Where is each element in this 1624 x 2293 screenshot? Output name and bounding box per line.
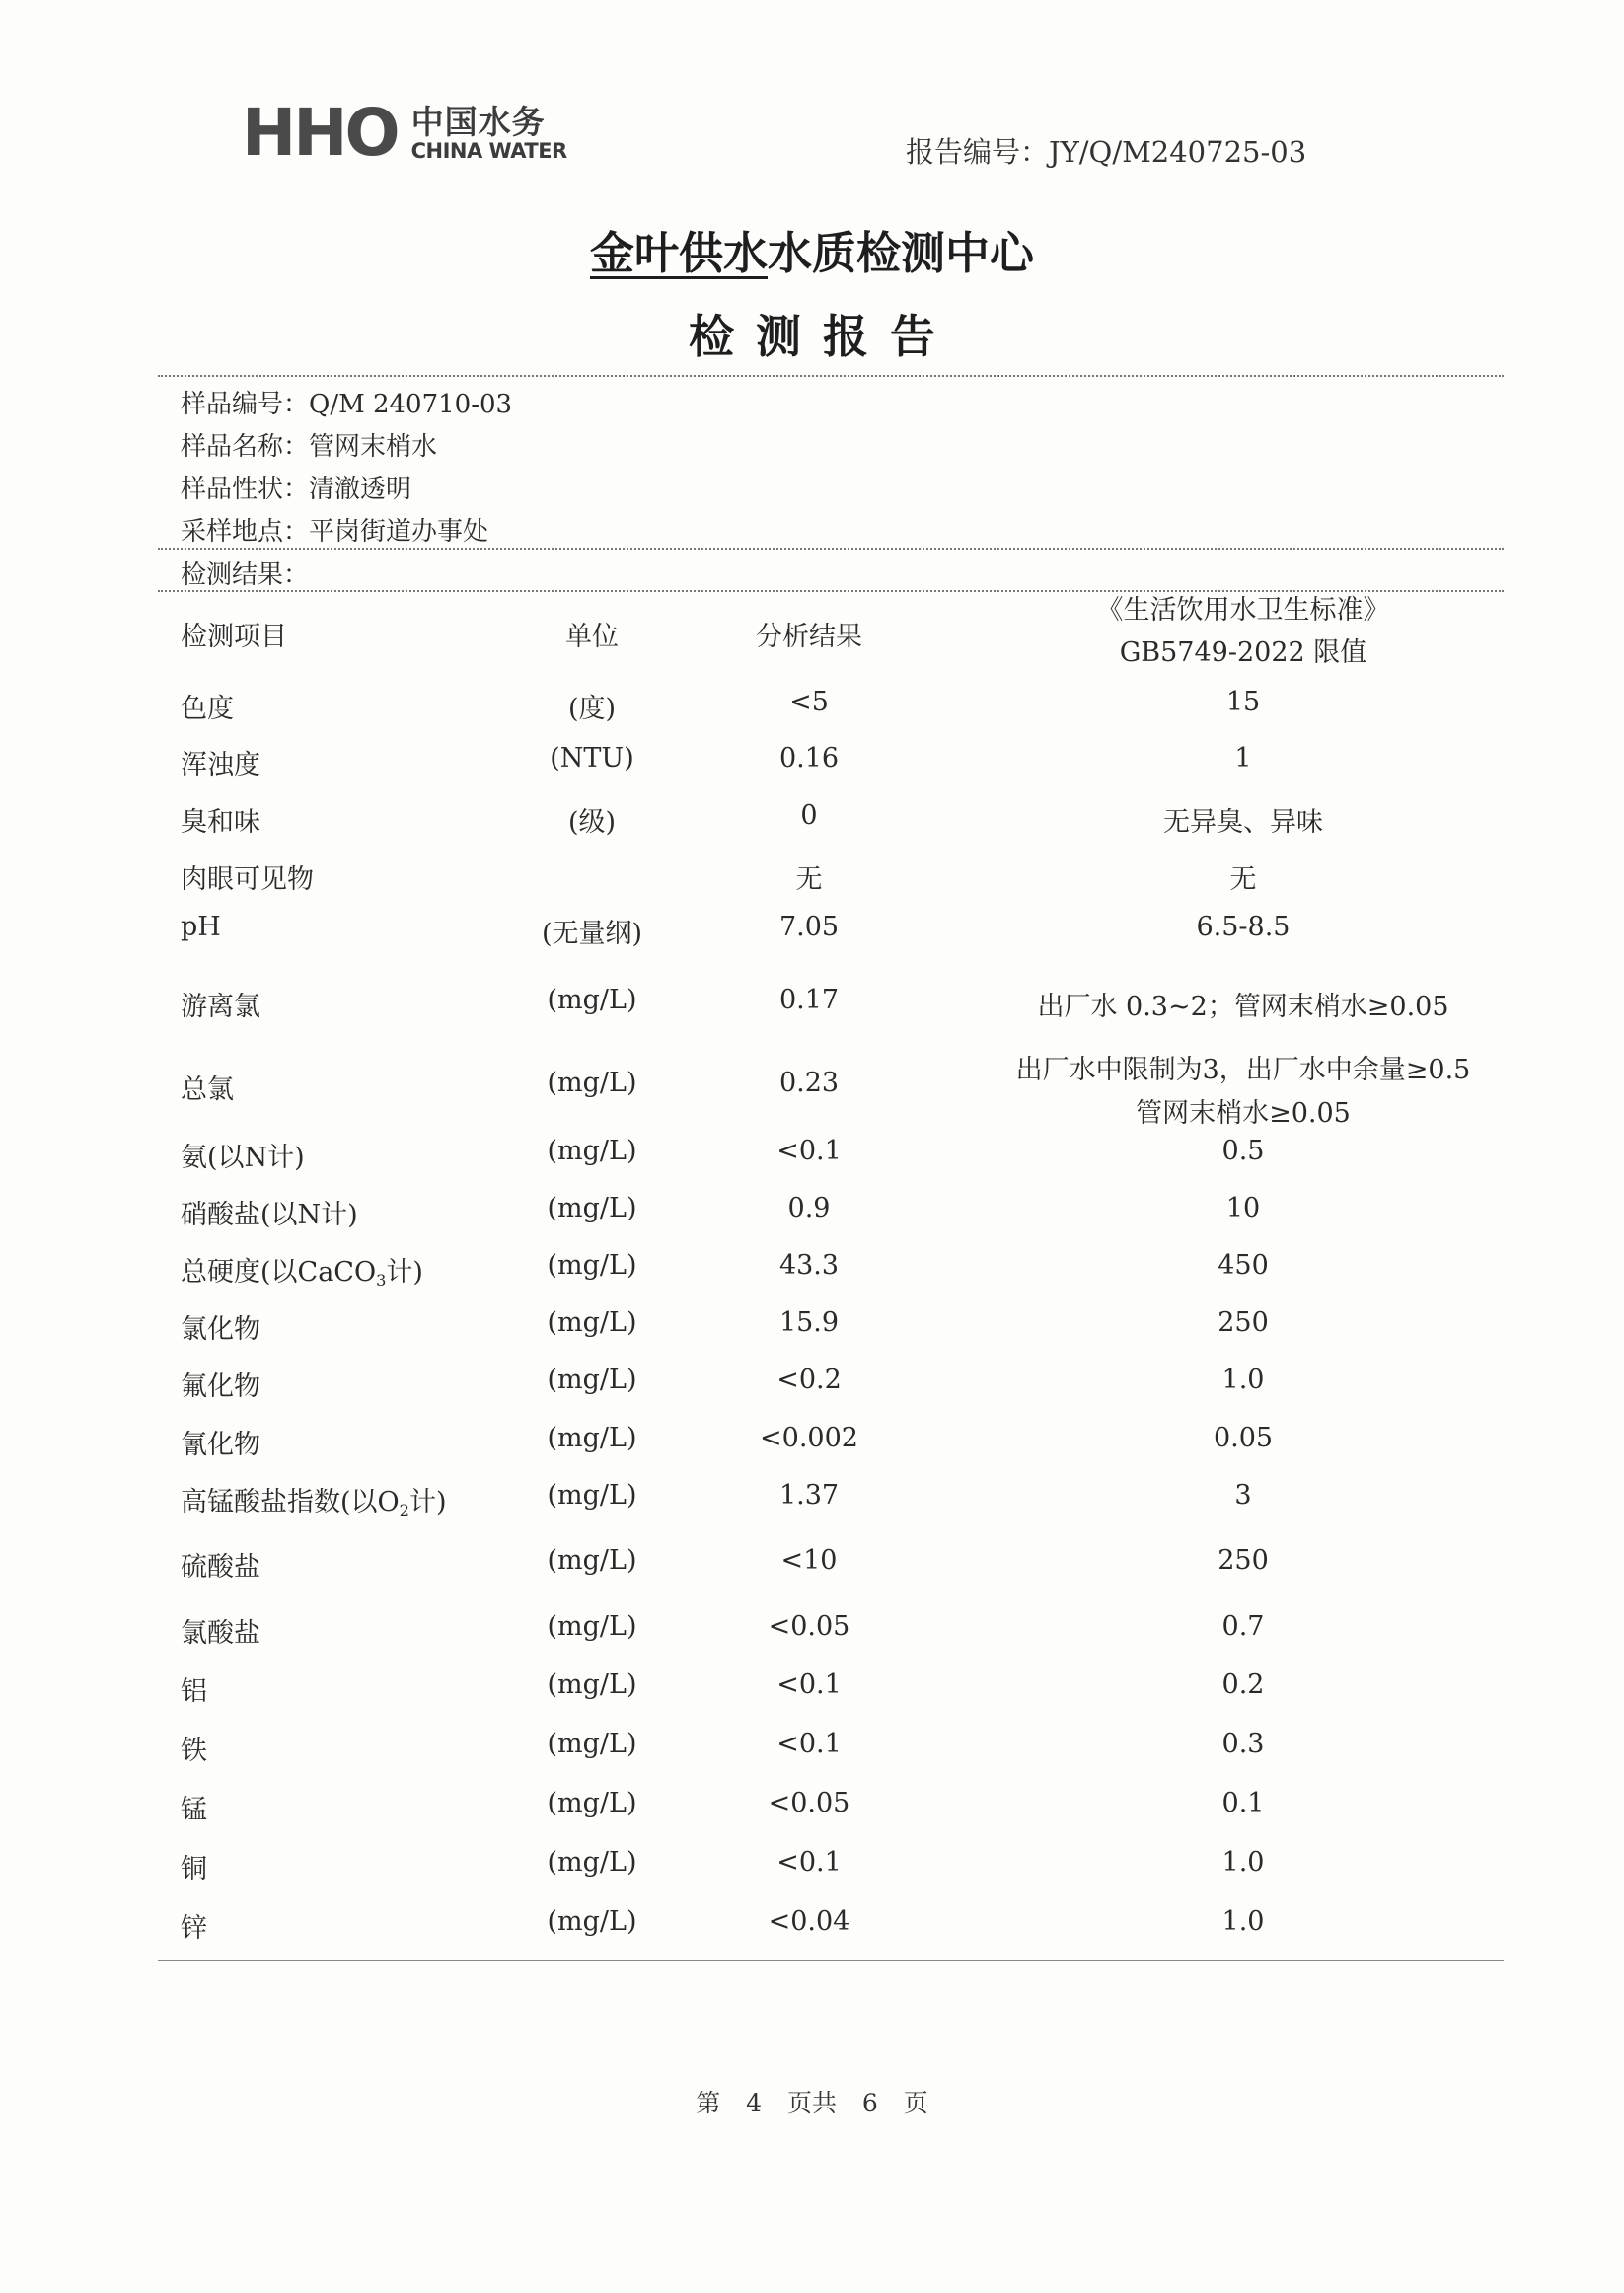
- table-row-unit: (mg/L): [547, 1480, 637, 1511]
- table-row-item: [181, 1250, 423, 1290]
- table-row-item: 硝酸盐(以N计): [181, 1200, 358, 1230]
- table-row-result: <0.1: [776, 1669, 842, 1700]
- report-number: 报告编号：JY/Q/M240725-03: [906, 135, 1307, 169]
- table-row-result: 无: [795, 864, 823, 895]
- table-row-item: 浑浊度: [181, 750, 260, 780]
- table-row-result: <0.1: [776, 1847, 842, 1878]
- table-row-item: [181, 1480, 447, 1519]
- table-row-limit: 无: [1229, 864, 1257, 895]
- table-row-limit-line2: 管网末梢水≥0.05: [1136, 1098, 1351, 1129]
- table-row-limit: 3: [1234, 1480, 1252, 1511]
- table-row-limit: 1: [1234, 743, 1252, 774]
- table-row-item: 肉眼可见物: [181, 864, 314, 895]
- header-result: 分析结果: [756, 622, 862, 652]
- table-row-unit: (mg/L): [547, 1423, 637, 1453]
- table-row-item: 氯酸盐: [181, 1618, 260, 1649]
- table-row-limit: 0.1: [1221, 1788, 1265, 1818]
- logo-english-name: CHINA WATER: [410, 138, 567, 163]
- table-row-limit: 6.5-8.5: [1196, 912, 1291, 942]
- header-unit: 单位: [565, 622, 619, 652]
- center-title: [0, 217, 1624, 281]
- table-row-limit: 0.2: [1221, 1669, 1265, 1700]
- table-row-result: <0.05: [768, 1611, 850, 1642]
- table-row-unit: (mg/L): [547, 1545, 637, 1576]
- table-row-limit: 0.05: [1213, 1423, 1274, 1453]
- logo-words: [410, 102, 567, 163]
- table-row-result: 1.37: [778, 1480, 840, 1511]
- header-item: 检测项目: [181, 622, 287, 652]
- item-subscript: 2: [399, 1500, 409, 1519]
- report-title: 检测报告: [689, 310, 957, 363]
- table-row-item: 氟化物: [181, 1371, 260, 1402]
- table-row-limit: 0.3: [1221, 1729, 1265, 1759]
- page-footer: 第 4 页共 6 页: [696, 2089, 928, 2117]
- table-row-unit: (NTU): [550, 743, 634, 774]
- table-row-item: 氯化物: [181, 1314, 260, 1345]
- table-row-result: <0.002: [760, 1423, 858, 1453]
- table-row-item: 铁: [181, 1736, 207, 1766]
- table-row-unit: (mg/L): [547, 1307, 637, 1338]
- table-row-result: <0.1: [776, 1729, 842, 1759]
- table-row-result: <10: [780, 1545, 838, 1576]
- table-row-unit: (mg/L): [547, 1611, 637, 1642]
- table-row-item: 氨(以N计): [181, 1143, 305, 1173]
- item-tail: 计): [408, 1487, 447, 1517]
- table-row-unit: (级): [567, 807, 617, 838]
- table-row-result: 43.3: [778, 1250, 840, 1281]
- table-row-item: 硫酸盐: [181, 1552, 260, 1583]
- table-row-unit: (mg/L): [547, 985, 637, 1015]
- table-row-item: 游离氯: [181, 992, 260, 1022]
- divider: [158, 548, 1504, 550]
- sampling-location: 采样地点：平岗街道办事处: [181, 517, 489, 547]
- item-text: 总硬度(以CaCO: [181, 1257, 377, 1288]
- table-row-limit: 0.7: [1221, 1611, 1265, 1642]
- table-row-limit: 450: [1218, 1250, 1269, 1281]
- table-row-limit: 1.0: [1221, 1847, 1265, 1878]
- table-bottom-rule: [158, 1960, 1504, 1961]
- table-row-limit: 0.5: [1221, 1136, 1265, 1166]
- center-title-rest: 水质检测中心: [768, 227, 1035, 279]
- table-row-unit: (mg/L): [547, 1068, 637, 1098]
- table-row-item: 锰: [181, 1795, 207, 1825]
- sample-number: 样品编号：Q/M 240710-03: [181, 390, 513, 419]
- table-row-result: 0.23: [778, 1068, 840, 1098]
- table-row-unit: (mg/L): [547, 1136, 637, 1166]
- table-row-unit: (mg/L): [547, 1669, 637, 1700]
- divider: [158, 375, 1504, 377]
- table-row-item: pH: [181, 912, 221, 942]
- table-row-unit: (mg/L): [547, 1906, 637, 1937]
- table-row-result: 0.9: [787, 1193, 831, 1223]
- table-row-result: 0.16: [778, 743, 840, 774]
- results-label: 检测结果：: [181, 560, 310, 590]
- table-row-result: <0.05: [768, 1788, 850, 1818]
- table-row-result: 7.05: [778, 912, 840, 942]
- table-row-unit: (mg/L): [547, 1365, 637, 1395]
- logo-mark: HHO: [242, 95, 398, 171]
- table-row-unit: (mg/L): [547, 1729, 637, 1759]
- table-row-unit: (mg/L): [547, 1847, 637, 1878]
- item-subscript: 3: [376, 1270, 387, 1290]
- table-row-limit: 出厂水 0.3~2；管网末梢水≥0.05: [1037, 992, 1449, 1022]
- item-text: 高锰酸盐指数(以O: [181, 1487, 400, 1517]
- table-row-limit: 无异臭、异味: [1163, 807, 1323, 838]
- table-row-result: <5: [789, 687, 829, 717]
- table-row-limit: 10: [1225, 1193, 1261, 1223]
- table-row-item: 氰化物: [181, 1430, 260, 1460]
- table-row-limit: 250: [1218, 1307, 1269, 1338]
- table-row-item: 总氯: [181, 1074, 234, 1105]
- table-row-limit: 15: [1225, 687, 1261, 717]
- table-row-unit: (度): [567, 694, 617, 724]
- table-row-item: 锌: [181, 1913, 207, 1944]
- table-row-result: <0.2: [776, 1365, 842, 1395]
- sample-property: 样品性状：清澈透明: [181, 475, 412, 504]
- table-row-unit: (mg/L): [547, 1250, 637, 1281]
- table-row-result: 0: [800, 800, 818, 831]
- table-row-item: 色度: [181, 694, 234, 724]
- table-row-item: 铝: [181, 1676, 207, 1707]
- header-standard-code: GB5749-2022 限值: [1119, 637, 1367, 668]
- table-row-result: 15.9: [778, 1307, 840, 1338]
- table-row-limit: 1.0: [1221, 1906, 1265, 1937]
- table-row-item: 臭和味: [181, 807, 260, 838]
- china-water-logo: [242, 95, 567, 171]
- item-tail: 计): [386, 1257, 423, 1288]
- center-title-underlined: 金叶供水: [589, 227, 768, 279]
- table-row-item: 铜: [181, 1854, 207, 1885]
- table-row-unit: (mg/L): [547, 1193, 637, 1223]
- table-row-limit: 1.0: [1221, 1365, 1265, 1395]
- table-row-limit: 250: [1218, 1545, 1269, 1576]
- table-row-unit: (mg/L): [547, 1788, 637, 1818]
- table-row-limit: 出厂水中限制为3，出厂水中余量≥0.5: [1015, 1055, 1471, 1085]
- table-row-unit: (无量纲): [541, 919, 643, 949]
- table-row-result: <0.1: [776, 1136, 842, 1166]
- table-row-result: <0.04: [768, 1906, 850, 1937]
- logo-chinese-name: 中国水务: [410, 102, 546, 141]
- header-standard-title: 《生活饮用水卫生标准》: [1096, 595, 1390, 626]
- sample-name: 样品名称：管网末梢水: [181, 432, 438, 462]
- table-row-result: 0.17: [778, 985, 840, 1015]
